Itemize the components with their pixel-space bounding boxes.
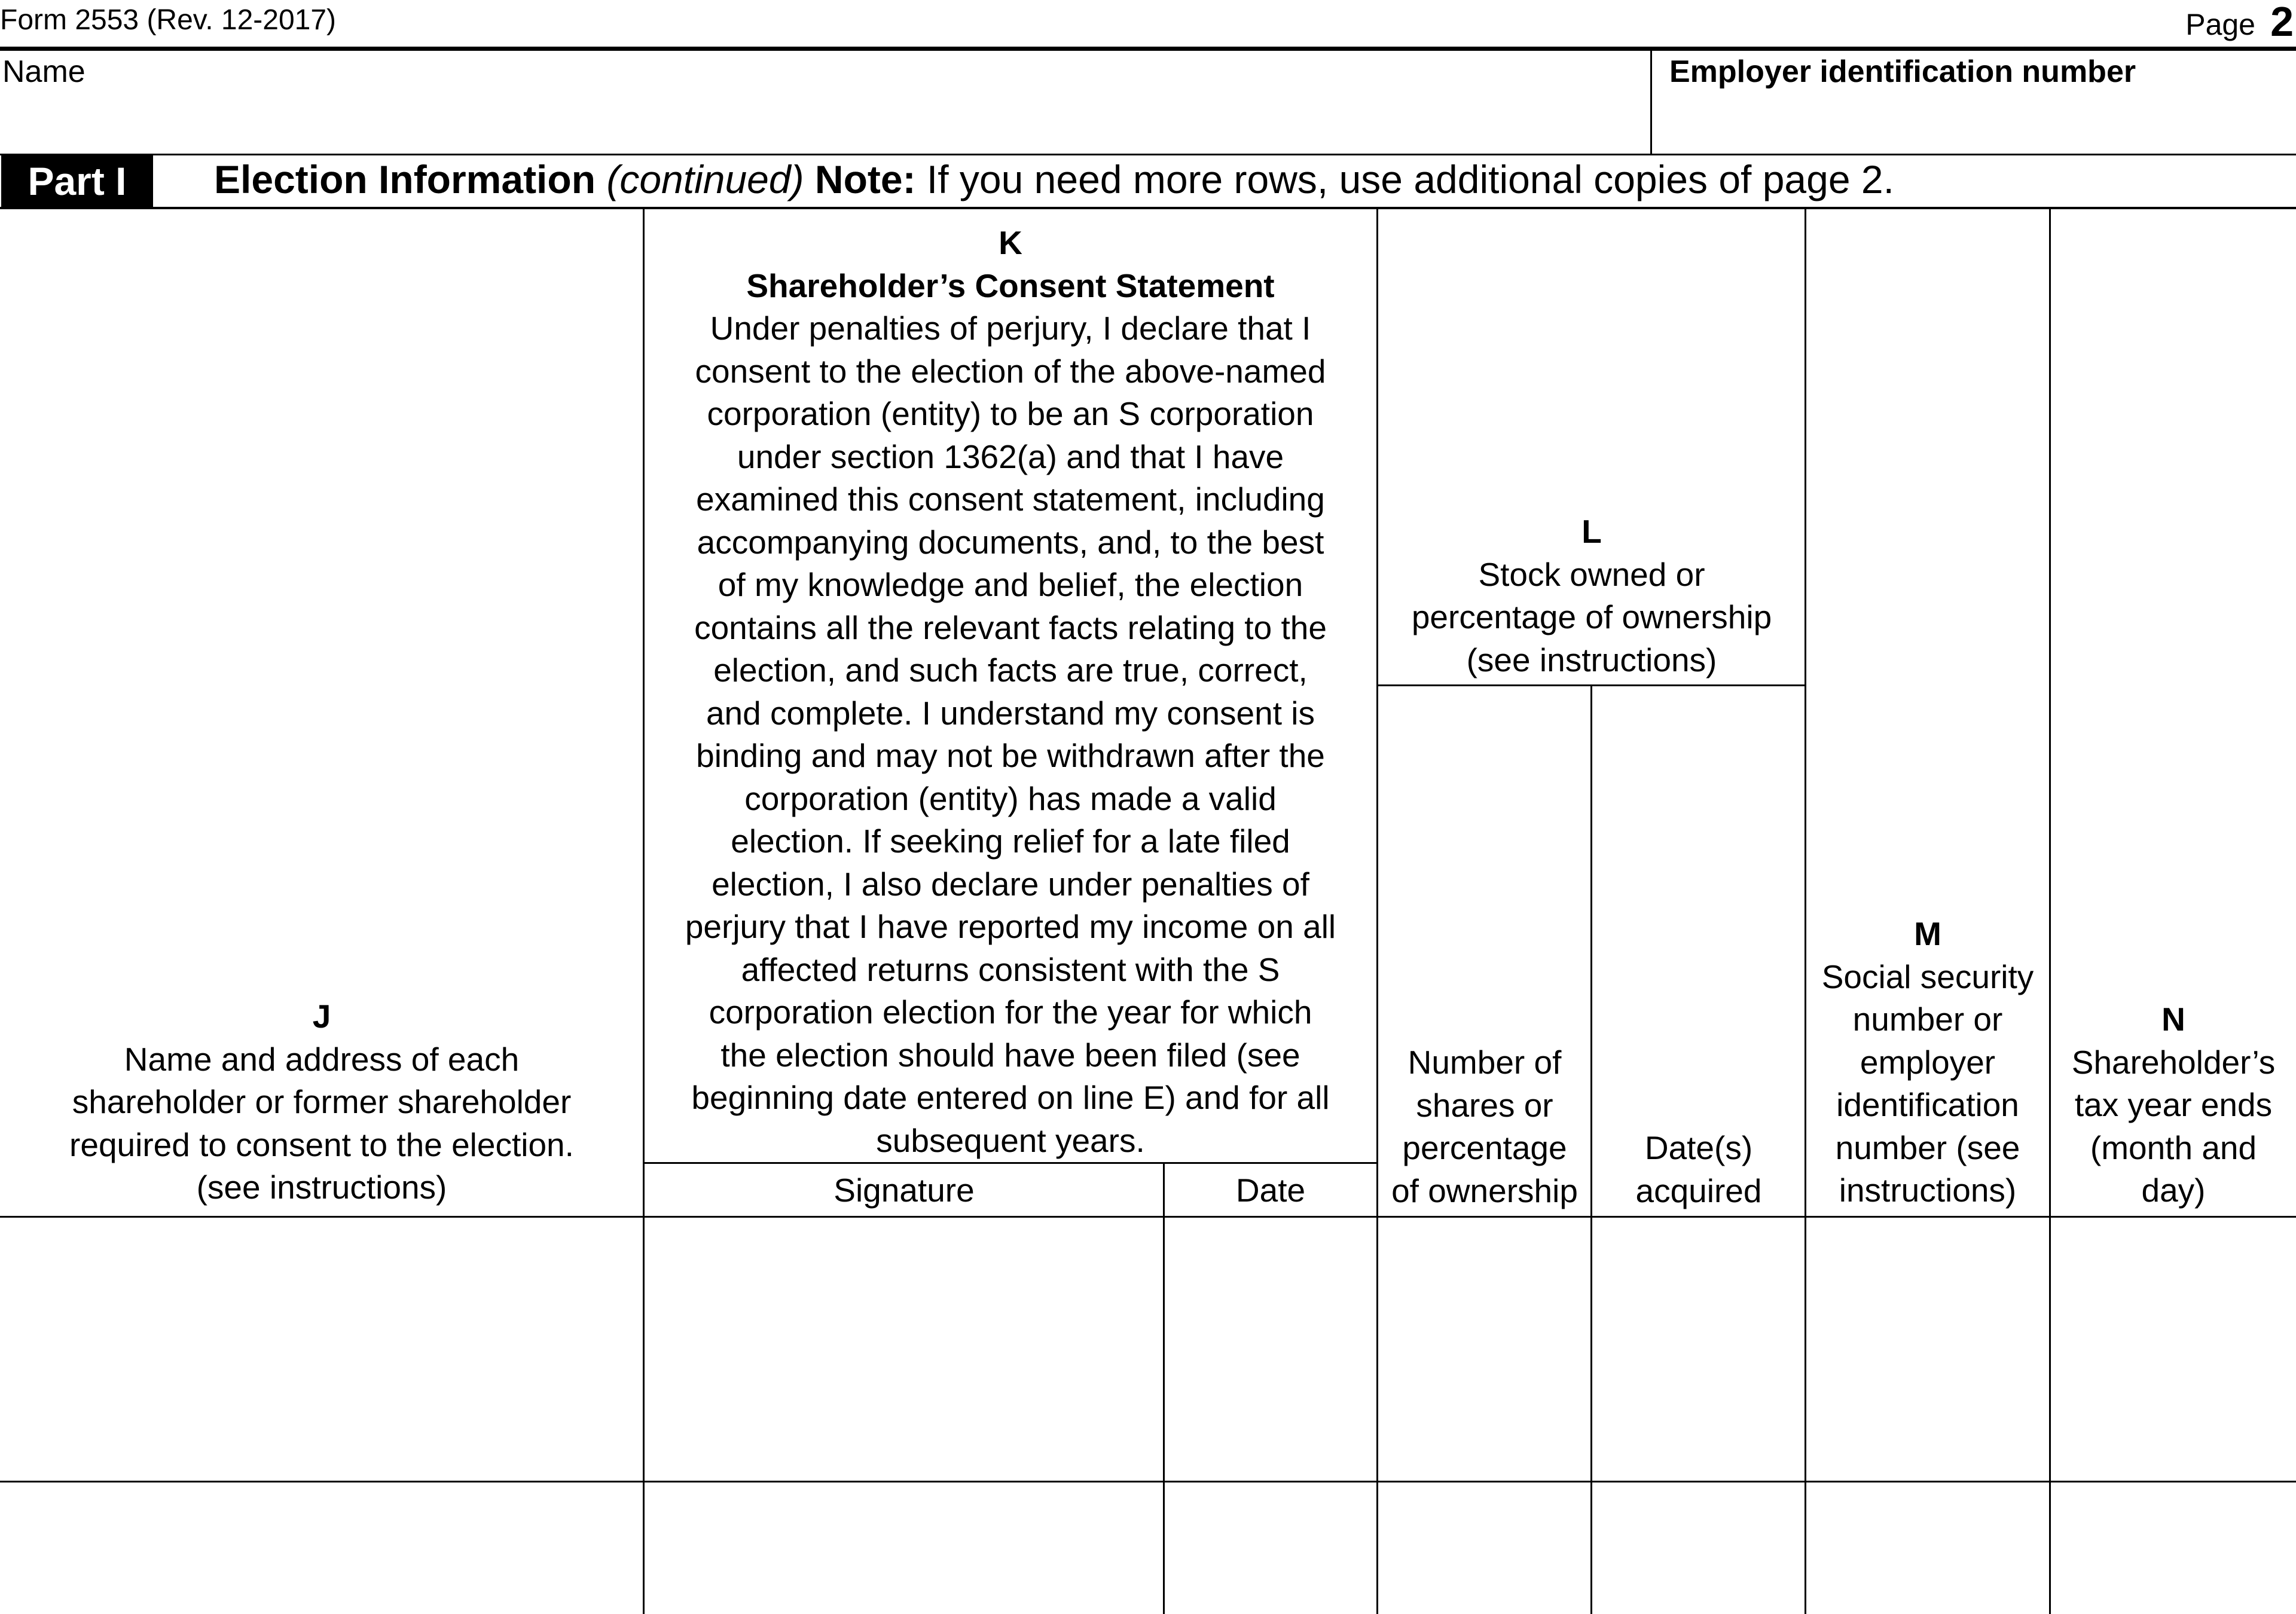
consent-line: consent to the election of the above-named bbox=[695, 352, 1326, 390]
col-j-line: shareholder or former shareholder bbox=[72, 1083, 572, 1120]
col-n-header bbox=[2051, 998, 2296, 1212]
col-l-shares-line: of ownership bbox=[1391, 1172, 1578, 1209]
row-1-date-cell[interactable] bbox=[1165, 1218, 1376, 1481]
col-j-letter: J bbox=[312, 998, 331, 1035]
note-label: Note: bbox=[814, 157, 916, 201]
consent-line: binding and may not be withdrawn after the bbox=[696, 737, 1325, 774]
col-m-line: identification bbox=[1836, 1086, 2019, 1123]
consent-line: corporation election for the year for which bbox=[709, 994, 1312, 1031]
part-continued: (continued) bbox=[606, 157, 804, 201]
col-n-line: Shareholder’s bbox=[2071, 1043, 2276, 1081]
consent-line: under section 1362(a) and that I have bbox=[737, 438, 1284, 475]
row-2-tax-year-cell[interactable] bbox=[2051, 1482, 2296, 1614]
part-bottom-rule bbox=[0, 207, 2296, 209]
consent-line: and complete. I understand my consent is bbox=[706, 694, 1315, 732]
col-l-line: Stock owned or bbox=[1478, 555, 1705, 593]
col-l-header bbox=[1378, 511, 1805, 681]
consent-line: affected returns consistent with the S bbox=[741, 950, 1280, 988]
col-j-line: (see instructions) bbox=[196, 1169, 447, 1206]
row-1-shares-cell[interactable] bbox=[1378, 1218, 1590, 1481]
k-signature-rule bbox=[643, 1162, 1378, 1164]
note-text: If you need more rows, use additional copies of page 2. bbox=[926, 157, 1894, 201]
row-2-signature-cell[interactable] bbox=[645, 1482, 1163, 1614]
ein-label: Employer identification number bbox=[1669, 54, 2136, 89]
l-subheader-rule bbox=[1376, 684, 1806, 686]
row-2-ssn-ein-cell[interactable] bbox=[1806, 1482, 2049, 1614]
col-k-heading: Shareholder’s Consent Statement bbox=[746, 267, 1275, 304]
row-1-date-acquired-cell[interactable] bbox=[1592, 1218, 1805, 1481]
col-j-header bbox=[0, 995, 643, 1209]
col-l-acquired-header bbox=[1592, 1127, 1805, 1212]
col-l-shares-line: Number of bbox=[1407, 1044, 1562, 1081]
col-k-date-label: Date bbox=[1235, 1172, 1306, 1209]
col-m-header bbox=[1806, 913, 2049, 1212]
col-l-acquired-line: Date(s) bbox=[1644, 1129, 1753, 1166]
name-field[interactable] bbox=[0, 51, 1650, 153]
page-label: Page bbox=[2185, 8, 2255, 41]
name-ein-divider bbox=[1650, 51, 1652, 155]
col-m-line: number (see bbox=[1835, 1129, 2020, 1166]
consent-line: corporation (entity) has made a valid bbox=[744, 780, 1277, 817]
col-n-letter: N bbox=[2161, 1001, 2185, 1038]
part-title-text: Election Information bbox=[214, 157, 596, 201]
consent-line: Under penalties of perjury, I declare that I bbox=[710, 310, 1311, 347]
col-l-acquired-line: acquired bbox=[1635, 1172, 1762, 1209]
row-2-date-acquired-cell[interactable] bbox=[1592, 1482, 1805, 1614]
col-l-line: (see instructions) bbox=[1466, 641, 1717, 678]
consent-line: election, I also declare under penalties of bbox=[712, 865, 1309, 903]
col-m-line: employer bbox=[1860, 1043, 1996, 1081]
col-l-shares-line: shares or bbox=[1416, 1086, 1553, 1124]
part-top-rule bbox=[0, 154, 2296, 155]
form-id: Form 2553 (Rev. 12-2017) bbox=[0, 4, 337, 36]
consent-line: corporation (entity) to be an S corporation bbox=[707, 395, 1314, 432]
col-n-line: (month and bbox=[2090, 1129, 2257, 1166]
col-j-line: Name and address of each bbox=[124, 1040, 520, 1078]
consent-line: election. If seeking relief for a late filed bbox=[731, 823, 1290, 860]
col-m-line: instructions) bbox=[1839, 1172, 2017, 1209]
part-label: Part I bbox=[1, 155, 153, 207]
consent-line: the election should have been filed (see bbox=[720, 1036, 1300, 1074]
row-2-date-cell[interactable] bbox=[1165, 1482, 1376, 1614]
col-n-line: tax year ends bbox=[2074, 1086, 2273, 1123]
col-l-shares-line: percentage bbox=[1402, 1129, 1567, 1166]
col-n-line: day) bbox=[2141, 1172, 2206, 1209]
header-rule bbox=[0, 47, 2296, 51]
col-j-line: required to consent to the election. bbox=[69, 1126, 574, 1163]
consent-line: election, and such facts are true, correct, bbox=[713, 652, 1308, 689]
consent-line: contains all the relevant facts relating to the bbox=[694, 609, 1327, 646]
col-l-line: percentage of ownership bbox=[1411, 598, 1772, 635]
name-label: Name bbox=[2, 54, 86, 89]
consent-line: subsequent years. bbox=[876, 1121, 1145, 1159]
col-m-line: Social security bbox=[1821, 958, 2034, 995]
consent-line: of my knowledge and belief, the election bbox=[718, 566, 1303, 603]
row-1-ssn-ein-cell[interactable] bbox=[1806, 1218, 2049, 1481]
col-k-signature-label: Signature bbox=[833, 1172, 975, 1209]
consent-line: perjury that I have reported my income on all bbox=[685, 908, 1336, 945]
col-l-shares-header bbox=[1378, 1041, 1591, 1212]
row-2-shares-cell[interactable] bbox=[1378, 1482, 1590, 1614]
consent-line: accompanying documents, and, to the best bbox=[697, 523, 1324, 561]
consent-line: examined this consent statement, including bbox=[696, 481, 1325, 518]
consent-line: beginning date entered on line E) and for all bbox=[691, 1079, 1330, 1116]
col-k-header bbox=[645, 222, 1376, 1162]
row-1-name-address-cell[interactable] bbox=[0, 1218, 643, 1481]
col-m-letter: M bbox=[1914, 915, 1941, 952]
ein-field[interactable] bbox=[1653, 96, 2296, 153]
row-1-signature-cell[interactable] bbox=[645, 1218, 1163, 1481]
col-m-line: number or bbox=[1852, 1001, 2003, 1038]
page-number: 2 bbox=[2270, 0, 2294, 45]
col-k-letter: K bbox=[999, 224, 1022, 261]
row-1-tax-year-cell[interactable] bbox=[2051, 1218, 2296, 1481]
part-title bbox=[214, 157, 1894, 202]
col-l-letter: L bbox=[1581, 513, 1602, 550]
row-2-name-address-cell[interactable] bbox=[0, 1482, 643, 1614]
